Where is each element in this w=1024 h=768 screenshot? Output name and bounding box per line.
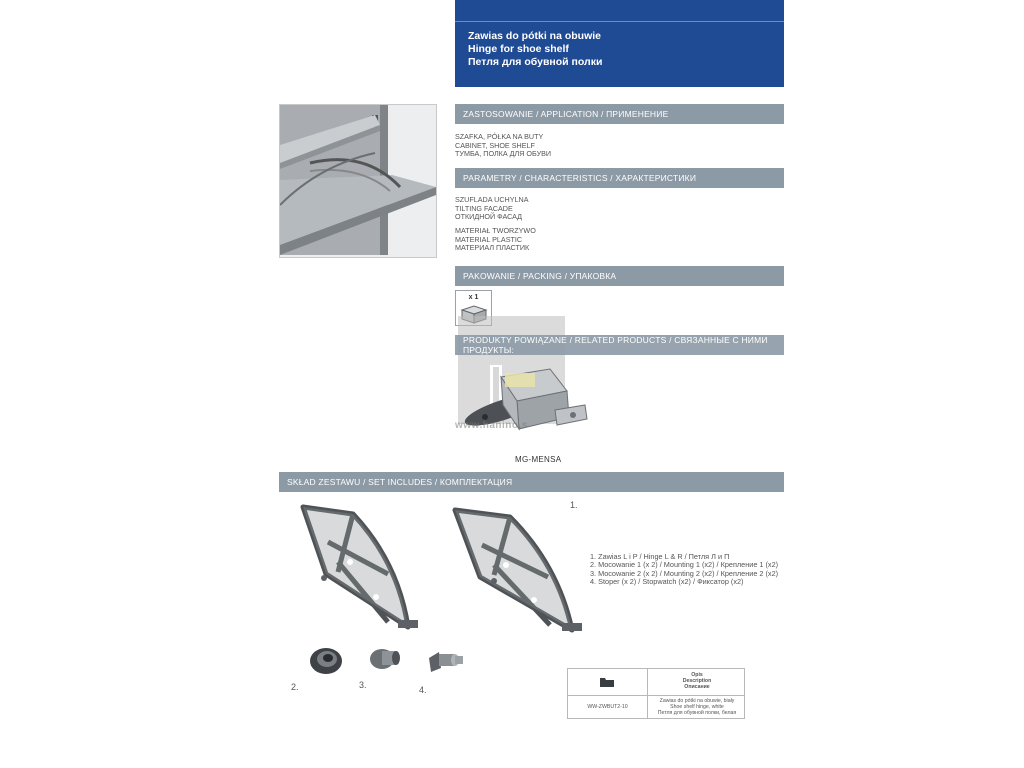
part-number-3: 3. bbox=[359, 680, 367, 690]
list-item: 1. Zawias L i P / Hinge L & R / Петля Л и П bbox=[590, 552, 730, 561]
description-line: Shoe shelf hinge, white bbox=[670, 704, 724, 710]
packing-heading: PAKOWANIE / PACKING / УПАКОВКА bbox=[455, 266, 784, 286]
title-line-en: Hinge for shoe shelf bbox=[468, 43, 569, 55]
related-product-label: MG-MENSA bbox=[515, 455, 562, 464]
set-includes-list bbox=[590, 553, 778, 586]
description-header-line: Описание bbox=[684, 684, 710, 690]
set-includes-heading: SKŁAD ZESTAWU / SET INCLUDES / КОМПЛЕКТАЦИЯ bbox=[279, 472, 784, 492]
characteristics-line: ОТКИДНОЙ ФАСАД bbox=[455, 212, 523, 222]
hinge-right-illustration bbox=[450, 505, 586, 637]
folder-icon bbox=[599, 676, 615, 688]
product-title bbox=[468, 30, 602, 69]
characteristics-heading: PARAMETRY / CHARACTERISTICS / ХАРАКТЕРИСТИКИ bbox=[455, 168, 784, 188]
shoe-cabinet-illustration bbox=[280, 105, 436, 257]
description-line: Zawias do pótki na obuwie, biały bbox=[659, 698, 735, 704]
part-number-2: 2. bbox=[291, 682, 299, 692]
hinge-left-illustration bbox=[298, 502, 424, 634]
table-divider-horizontal bbox=[568, 695, 744, 696]
application-line: CABINET, SHOE SHELF bbox=[455, 140, 535, 150]
characteristics-line: TILTING FACADE bbox=[455, 203, 513, 213]
watermark-text: www.hanino.s bbox=[455, 420, 528, 431]
characteristics-text-1 bbox=[455, 196, 529, 222]
product-info-table bbox=[567, 668, 745, 719]
description-header-line: Opis bbox=[691, 672, 703, 678]
characteristics-line: МАТЕРИАЛ ПЛАСТИК bbox=[455, 243, 530, 253]
characteristics-text-2 bbox=[455, 227, 536, 253]
description-header-line: Description bbox=[682, 678, 712, 684]
title-divider bbox=[455, 21, 784, 22]
list-item: 2. Mocowanie 1 (x 2) / Mounting 1 (x2) / Крепление 1 (x2) bbox=[590, 560, 779, 570]
mounting-1-illustration bbox=[305, 643, 347, 677]
characteristics-line: MATERIAŁ TWORZYWO bbox=[455, 226, 536, 235]
application-heading: ZASTOSOWANIE / APPLICATION / ПРИМЕНЕНИЕ bbox=[455, 104, 784, 124]
package-quantity: x 1 bbox=[468, 294, 479, 301]
characteristics-line: MATERIAL PLASTIC bbox=[455, 234, 523, 244]
mounting-2-illustration bbox=[366, 645, 402, 673]
characteristics-line: SZUFLADA UCHYLNA bbox=[455, 195, 529, 204]
list-item: 3. Mocowanie 2 (x 2) / Mounting 2 (x2) / Крепление 2 (x2) bbox=[590, 568, 779, 578]
title-line-pl: Zawias do pótki na obuwie bbox=[468, 30, 602, 42]
application-line: SZAFKA, PÓŁKA NA BUTY bbox=[455, 132, 544, 141]
related-heading: PRODUKTY POWIĄZANE / RELATED PRODUCTS / СВЯЗАННЫЕ С НИМИ ПРОДУКТЫ: bbox=[455, 335, 784, 355]
product-photo bbox=[279, 104, 437, 258]
title-line-ru: Петля для обувной полки bbox=[468, 56, 603, 68]
title-block bbox=[455, 0, 784, 87]
application-line: ТУМБА, ПОЛКА ДЛЯ ОБУВИ bbox=[455, 149, 552, 159]
magnetic-catch-illustration bbox=[455, 355, 595, 445]
description-header bbox=[648, 672, 746, 690]
list-item: 4. Stoper (x 2) / Stopwatch (x2) / Фиксатор (x2) bbox=[590, 576, 744, 586]
description-line: Петля для обувной полки, белая bbox=[657, 710, 737, 716]
application-text bbox=[455, 133, 551, 159]
stopper-illustration bbox=[425, 646, 467, 676]
product-code: WW-ZWBUT2-10 bbox=[587, 704, 628, 710]
product-description bbox=[648, 698, 746, 716]
part-number-4: 4. bbox=[419, 685, 427, 695]
part-number-1: 1. bbox=[570, 500, 578, 510]
